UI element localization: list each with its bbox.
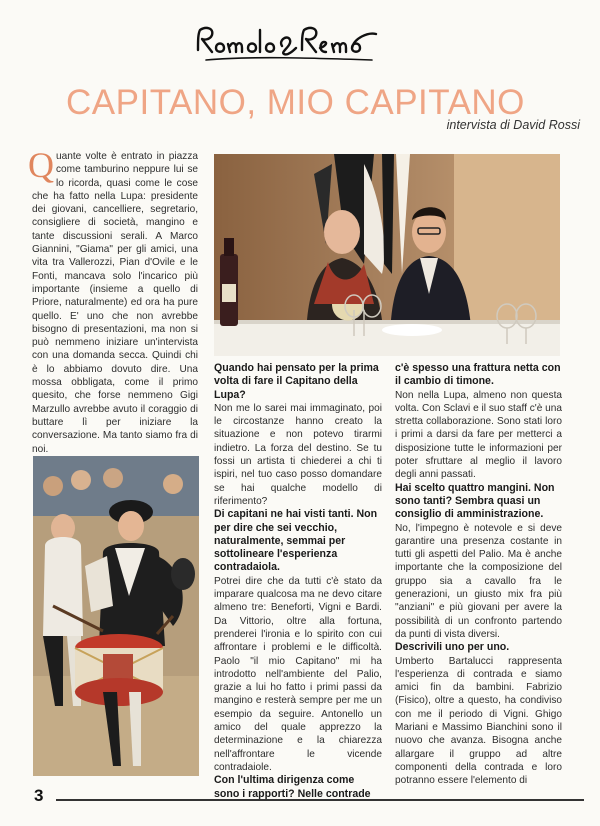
answer-1: Non me lo sarei mai immaginato, poi le circostanze hanno creato la situazione e non potevo tirarmi indietro. La forza del destino. Se tu fossi un artista ti chiederei a chi ti ispiri, nel tuo caso posso domandare se hai qualche modello di riferimento? (214, 402, 382, 507)
answer-4: No, l'impegno è notevole e si deve garantire una presenza costante in tutti gli aspetti del Palio. Ma è anche importante che la composizione del gruppo sia a cavallo fra le generazioni, un giusto mix fra più "anziani" e più giovani per avere la possibilità di un confronto partendo da punti di vista diversi. (395, 522, 562, 640)
question-1: Quando hai pensato per la prima volta di fare il Capitano della Lupa? (214, 362, 379, 401)
article-headline: CAPITANO, MIO CAPITANO (66, 83, 525, 122)
column-3 (395, 362, 562, 788)
question-3: Con l'ultima dirigenza come sono i rapporti? Nelle contrade (214, 774, 371, 800)
page-footer (34, 786, 584, 808)
question-5: Descrivili uno per uno. (395, 641, 510, 654)
signature-logo (192, 20, 392, 68)
question-4: Hai scelto quattro mangini. Non sono tanti? Sembra quasi un consiglio di amministrazione. (395, 481, 555, 521)
question-3-continued: c'è spesso una frattura netta con il cambio di timone. (395, 362, 561, 388)
drop-cap: Q (28, 145, 54, 185)
footer-rule (56, 799, 584, 801)
answer-5: Umberto Bartalucci rappresenta l'esperienza di contrada e siamo amici fin da bambini. Fabrizio (Fisico), oltre a questo, ha condiviso con me il periodo di Vigni. Ghigo Mariani e Massimo Bianchini sono il nuovo che avanza. Bisogna anche allargare il gruppo ad altre componenti della contrada e loro potranno essere l'elemento di (395, 655, 562, 787)
intro-paragraph: uante volte è entrato in piazza come tamburino neppure lui se lo ricorda, quasi come le cose che ha fatto nella Lupa: presidente dei giovani, cancelliere, segretario, consigliere di società, mangino e tante discussioni serali. A Marco Giannini, "Giama" per gli amici, una vita tra Vallerozzi, Pian d'Ovile e le Fonti, mancava solo l'incarico più importante (insieme a quello di Priore, naturalmente) ed ora ha pure quello. E' uno che non avrebbe bisogno di presentazioni, ma non si può nemmeno iniziare un'intervista con una domanda secca. Quindi chi è lo abbiamo dovuto dire. Una mossa obbligata, come il primo quesito, che forse nemmeno Gigi Marzullo avrebbe avuto il coraggio di buttare lì per iniziare la conversazione. Ma tanto siamo fra di noi. (32, 151, 198, 455)
answer-2: Potrei dire che da tutti c'è stato da imparare qualcosa ma ne devo citare almeno tre: Beneforti, Vigni e Bardi. Da Vittorio, oltre alla fortuna, prenderei l'ironia e lo spirito con cui affrontare i problemi e le difficoltà. Paolo "il mio Capitano" mi ha introdotto nell'ambiente del Palio, grazie a lui ho fatto i primi passi da mangino e resterà sempre per me un esempio da seguire. Antonello un amico del quale apprezzo la determinazione e la chiarezza nell'affrontare le vicende contradaiole. (214, 575, 382, 773)
photo-dinner-interview (214, 154, 560, 356)
answer-3: Non nella Lupa, almeno non questa volta. Con Sclavi e il suo staff c'è una stretta collaborazione. Sono stati loro i primi a darsi da fare per metterci a disposizione tutte le informazioni per poter sfruttare al meglio il lavoro degli anni passati. (395, 389, 562, 481)
article-byline: intervista di David Rossi (446, 118, 580, 132)
column-2 (214, 362, 382, 801)
question-2: Di capitani ne hai visti tanti. Non per dire che sei vecchio, naturalmente, semmai per sottolineare l'esperienza contradaiola. (214, 508, 378, 574)
column-1 (28, 145, 198, 456)
page-number: 3 (34, 786, 44, 805)
photo-drummer (33, 456, 199, 776)
